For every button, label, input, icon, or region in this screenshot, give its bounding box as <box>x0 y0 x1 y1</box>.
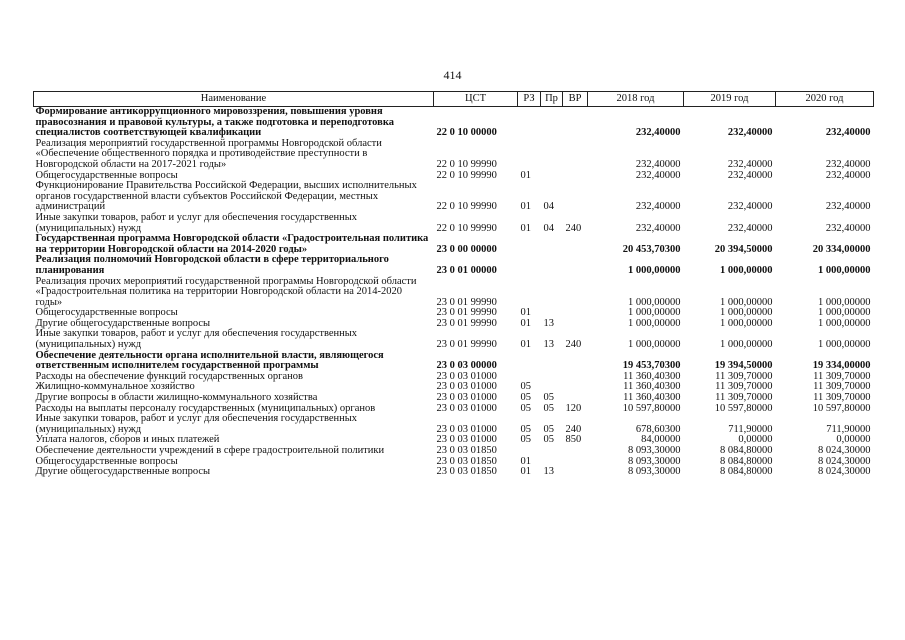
cell-vr <box>563 319 588 330</box>
cell-y2020: 8 024,30000 <box>818 455 871 467</box>
cell-y2018: 11 360,40300 <box>623 392 681 404</box>
cell-y2018: 1 000,00000 <box>628 339 681 351</box>
cell-cst: 23 0 03 01000 <box>436 381 497 393</box>
cell-name: Обеспечение деятельности учреждений в сфере градостроительной политики <box>35 445 385 456</box>
cell-y2020: 0,00000 <box>836 434 871 446</box>
cell-pr: 04 <box>543 201 554 213</box>
cell-pr: 05 <box>543 434 554 446</box>
cell-y2020: 11 309,70000 <box>813 381 871 393</box>
cell-vr: 850 <box>565 434 582 446</box>
cell-y2019: 232,40000 <box>727 201 773 213</box>
cell-rz: 05 <box>520 423 531 435</box>
cell-y2018: 1 000,00000 <box>628 264 681 276</box>
cell-cst: 23 0 01 99990 <box>436 317 497 329</box>
cell-pr <box>541 107 563 139</box>
cell-rz: 05 <box>520 381 531 393</box>
cell-pr: 13 <box>543 339 554 351</box>
cell-y2020: 232,40000 <box>825 201 871 213</box>
cell-name: Реализация полномочий Новгородской области в сфере территориального планирования <box>35 254 389 276</box>
cell-y2018: 11 360,40300 <box>623 381 681 393</box>
table-row <box>34 467 874 478</box>
cell-cst: 23 0 00 00000 <box>436 243 497 255</box>
cell-vr <box>563 234 588 255</box>
cell-rz: 01 <box>520 317 531 329</box>
cell-rz: 01 <box>520 169 531 181</box>
cell-vr <box>563 372 588 383</box>
cell-vr <box>563 382 588 393</box>
cell-rz: 05 <box>520 392 531 404</box>
cell-pr: 13 <box>543 466 554 478</box>
table-row <box>34 213 874 234</box>
table-body <box>34 107 874 478</box>
cell-rz <box>518 277 541 309</box>
cell-name: Общегосударственные вопросы <box>35 169 178 181</box>
cell-cst: 22 0 10 99990 <box>436 201 497 213</box>
cell-rz: 05 <box>520 402 531 414</box>
cell-pr <box>541 171 563 182</box>
cell-y2020: 232,40000 <box>825 169 871 181</box>
cell-vr: 240 <box>565 222 582 234</box>
cell-y2020: 1 000,00000 <box>818 296 871 308</box>
cell-rz: 05 <box>520 434 531 446</box>
cell-y2020: 1 000,00000 <box>818 317 871 329</box>
cell-y2019: 1 000,00000 <box>720 307 773 319</box>
cell-y2019: 1 000,00000 <box>720 317 773 329</box>
cell-rz <box>518 107 541 139</box>
table-row <box>34 107 874 139</box>
cell-name: Расходы на выплаты персоналу государственных (муниципальных) органов <box>35 402 376 414</box>
cell-name: Иные закупки товаров, работ и услуг для обеспечения государственных (муниципальных) нужд <box>35 413 358 435</box>
cell-vr <box>563 171 588 182</box>
cell-vr: 120 <box>565 402 582 414</box>
table-row <box>34 277 874 309</box>
cell-rz: 01 <box>520 222 531 234</box>
cell-pr <box>541 372 563 383</box>
header-cst: ЦСТ <box>434 92 518 107</box>
table-row <box>34 329 874 350</box>
cell-pr: 05 <box>543 392 554 404</box>
cell-y2018: 232,40000 <box>635 201 681 213</box>
cell-vr <box>563 308 588 319</box>
cell-name: Иные закупки товаров, работ и услуг для обеспечения государственных (муниципальных) нужд <box>35 211 358 234</box>
cell-y2020: 232,40000 <box>825 127 871 139</box>
cell-y2019: 232,40000 <box>727 127 773 139</box>
cell-y2019: 8 084,80000 <box>720 455 773 467</box>
cell-vr: 240 <box>565 339 582 351</box>
cell-cst: 22 0 10 99990 <box>436 222 497 234</box>
cell-y2019: 8 084,80000 <box>720 445 773 456</box>
cell-y2019: 19 394,50000 <box>714 360 773 372</box>
cell-rz: 01 <box>520 307 531 319</box>
cell-y2020: 1 000,00000 <box>818 307 871 319</box>
cell-y2020: 11 309,70000 <box>813 392 871 404</box>
cell-y2018: 232,40000 <box>635 169 681 181</box>
cell-name: Другие вопросы в области жилищно-коммунального хозяйства <box>35 392 318 404</box>
cell-y2018: 8 093,30000 <box>628 445 681 456</box>
cell-y2019: 232,40000 <box>727 158 773 170</box>
header-pr: Пр <box>541 92 563 107</box>
cell-cst: 22 0 10 00000 <box>436 127 497 139</box>
cell-cst: 23 0 03 01000 <box>436 434 497 446</box>
cell-y2020: 232,40000 <box>825 222 871 234</box>
cell-pr <box>541 446 563 457</box>
cell-cst: 23 0 01 99990 <box>436 307 497 319</box>
cell-pr: 13 <box>543 317 554 329</box>
cell-vr <box>563 446 588 457</box>
cell-y2020: 8 024,30000 <box>818 445 871 456</box>
cell-rz <box>518 351 541 372</box>
table-row <box>34 234 874 255</box>
cell-y2018: 232,40000 <box>635 222 681 234</box>
cell-cst: 23 0 03 01000 <box>436 402 497 414</box>
cell-cst: 23 0 01 00000 <box>436 264 497 276</box>
cell-pr <box>541 255 563 276</box>
cell-vr <box>563 255 588 276</box>
cell-y2020: 1 000,00000 <box>818 339 871 351</box>
header-2020: 2020 год <box>776 92 874 107</box>
cell-y2018: 8 093,30000 <box>628 466 681 478</box>
cell-y2018: 11 360,40300 <box>623 370 681 382</box>
cell-y2018: 1 000,00000 <box>628 307 681 319</box>
cell-pr <box>541 139 563 171</box>
cell-name: Функционирование Правительства Российской Федерации, высших исполнительных органов государственной власти субъектов Российской Федерации, местных администраций <box>35 180 417 213</box>
table-row <box>34 414 874 435</box>
header-rz: РЗ <box>518 92 541 107</box>
cell-pr: 05 <box>543 402 554 414</box>
cell-name: Иные закупки товаров, работ и услуг для обеспечения государственных (муниципальных) нужд <box>35 328 358 351</box>
cell-y2020: 232,40000 <box>825 158 871 170</box>
cell-name: Жилищно-коммунальное хозяйство <box>35 381 195 393</box>
cell-vr <box>563 181 588 213</box>
cell-y2018: 232,40000 <box>635 127 681 139</box>
cell-y2020: 711,90000 <box>826 423 871 435</box>
cell-y2019: 1 000,00000 <box>720 296 773 308</box>
cell-y2019: 232,40000 <box>727 222 773 234</box>
cell-y2019: 11 309,70000 <box>715 392 773 404</box>
table-row <box>34 255 874 276</box>
cell-y2019: 10 597,80000 <box>714 402 773 414</box>
header-2019: 2019 год <box>684 92 776 107</box>
cell-y2018: 20 453,70300 <box>622 243 681 255</box>
cell-y2019: 711,90000 <box>728 423 773 435</box>
cell-cst: 23 0 03 01000 <box>436 370 497 382</box>
cell-y2020: 8 024,30000 <box>818 466 871 478</box>
cell-y2020: 1 000,00000 <box>818 264 871 276</box>
cell-pr: 05 <box>543 423 554 435</box>
cell-name: Реализация мероприятий государственной программы Новгородской области «Обеспечение общественного порядка и противодействие преступности в Новгородской области на 2017-2021 годы» <box>35 137 382 170</box>
cell-pr <box>541 234 563 255</box>
cell-rz <box>518 139 541 171</box>
cell-cst: 23 0 03 00000 <box>436 360 497 372</box>
cell-name: Общегосударственные вопросы <box>35 455 178 467</box>
cell-y2020: 19 334,00000 <box>812 360 871 372</box>
cell-y2018: 678,60300 <box>635 423 681 435</box>
cell-y2019: 232,40000 <box>727 169 773 181</box>
cell-pr <box>541 277 563 309</box>
cell-pr: 04 <box>543 222 554 234</box>
table-row <box>34 139 874 171</box>
cell-y2018: 84,00000 <box>641 434 681 446</box>
cell-name: Обеспечение деятельности органа исполнительной власти, являющегося ответственным исполнителем государственной программы <box>35 349 384 372</box>
cell-rz <box>518 446 541 457</box>
cell-name: Формирование антикоррупционного мировоззрения, повышения уровня правосознания и правовой культуры, а также подготовка и переподготовка специалистов соответствующей квалификации <box>35 106 394 139</box>
header-2018: 2018 год <box>588 92 684 107</box>
cell-vr: 240 <box>565 423 582 435</box>
cell-y2018: 10 597,80000 <box>622 402 681 414</box>
table-row <box>34 181 874 213</box>
cell-y2020: 20 334,00000 <box>812 243 871 255</box>
cell-name: Расходы на обеспечение функций государственных органов <box>35 370 303 382</box>
cell-y2019: 1 000,00000 <box>720 339 773 351</box>
cell-cst: 22 0 10 99990 <box>436 158 497 170</box>
cell-y2020: 10 597,80000 <box>812 402 871 414</box>
cell-pr <box>541 351 563 372</box>
cell-vr <box>563 467 588 478</box>
cell-y2019: 8 084,80000 <box>720 466 773 478</box>
table-header <box>34 92 874 107</box>
cell-rz: 01 <box>520 455 531 467</box>
cell-y2019: 0,00000 <box>738 434 773 446</box>
cell-vr <box>563 457 588 468</box>
cell-cst: 23 0 03 01850 <box>436 445 497 456</box>
cell-cst: 23 0 01 99990 <box>436 296 497 308</box>
cell-rz: 01 <box>520 339 531 351</box>
cell-rz <box>518 234 541 255</box>
table-row <box>34 446 874 457</box>
cell-y2019: 11 309,70000 <box>715 381 773 393</box>
cell-cst: 23 0 03 01000 <box>436 392 497 404</box>
cell-y2018: 232,40000 <box>635 158 681 170</box>
cell-name: Общегосударственные вопросы <box>35 307 178 319</box>
cell-vr <box>563 351 588 372</box>
cell-y2020: 11 309,70000 <box>813 370 871 382</box>
cell-cst: 23 0 03 01850 <box>436 455 497 467</box>
cell-y2019: 1 000,00000 <box>720 264 773 276</box>
cell-y2018: 1 000,00000 <box>628 317 681 329</box>
page-number: 414 <box>443 68 462 82</box>
cell-y2018: 19 453,70300 <box>622 360 681 372</box>
cell-name: Государственная программа Новгородской области «Градостроительная политика на территории Новгородской области на 2014-2020 годы» <box>35 233 429 255</box>
cell-y2019: 20 394,50000 <box>714 243 773 255</box>
cell-cst: 23 0 03 01000 <box>436 423 497 435</box>
table-row <box>34 351 874 372</box>
cell-name: Другие общегосударственные вопросы <box>35 466 211 478</box>
cell-rz: 01 <box>520 466 531 478</box>
budget-table <box>33 91 874 478</box>
cell-y2019: 11 309,70000 <box>715 370 773 382</box>
cell-name: Реализация прочих мероприятий государственной программы Новгородской области «Градостроительная политика на территории Новгородской области на 2014-2020 годы» <box>35 275 417 308</box>
cell-vr <box>563 107 588 139</box>
cell-cst: 22 0 10 99990 <box>436 169 497 181</box>
cell-y2018: 1 000,00000 <box>628 296 681 308</box>
cell-y2018: 8 093,30000 <box>628 455 681 467</box>
header-vr: ВР <box>563 92 588 107</box>
cell-vr <box>563 139 588 171</box>
cell-cst: 23 0 03 01850 <box>436 466 497 478</box>
cell-rz <box>518 255 541 276</box>
header-name: Наименование <box>34 92 434 107</box>
cell-name: Другие общегосударственные вопросы <box>35 317 211 329</box>
cell-vr <box>563 277 588 309</box>
cell-name: Уплата налогов, сборов и иных платежей <box>35 434 220 446</box>
cell-rz: 01 <box>520 201 531 213</box>
cell-cst: 23 0 01 99990 <box>436 339 497 351</box>
